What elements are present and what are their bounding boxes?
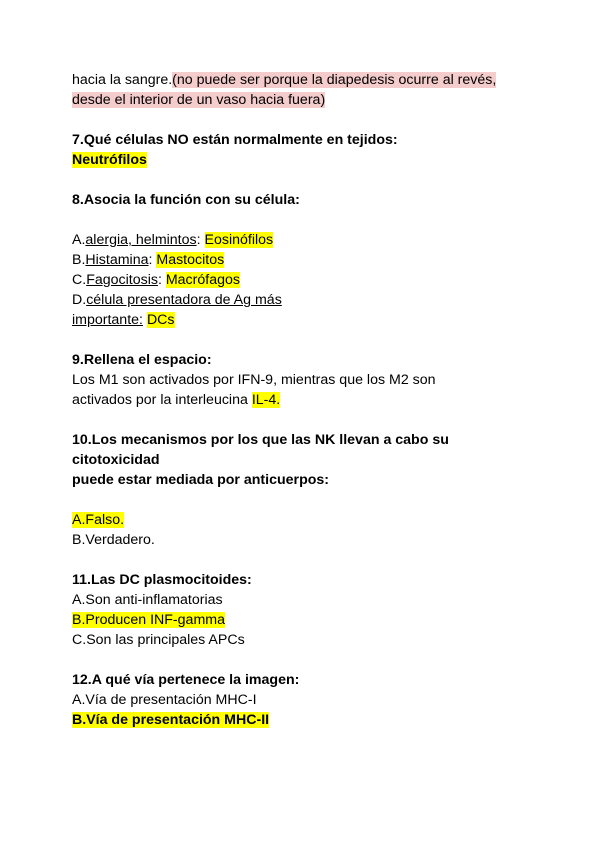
q8-option-d-line-1 bbox=[72, 290, 532, 310]
q12-question: 12.A qué vía pertenece la imagen: bbox=[72, 672, 300, 688]
intro-text: hacia la sangre. bbox=[72, 72, 173, 88]
q8-d-prefix: D. bbox=[72, 292, 87, 308]
q8-option-c bbox=[72, 270, 532, 290]
q11-question: 11.Las DC plasmocitoides: bbox=[72, 572, 252, 588]
q8-option-d-line-2 bbox=[72, 310, 532, 330]
q9-line-2-text: activados por la interleucina bbox=[72, 392, 252, 408]
q8-c-function: Fagocitosis bbox=[86, 272, 158, 288]
q8-c-sep: : bbox=[157, 272, 166, 288]
intro-line-2 bbox=[72, 90, 532, 110]
q8-b-function: Histamina bbox=[85, 252, 149, 268]
q10-option-a-line bbox=[72, 510, 532, 530]
q8-d-function-2: importante: bbox=[72, 312, 143, 328]
q9-line-1: Los M1 son activados por IFN-9, mientras que los M2 son bbox=[72, 372, 436, 388]
q11-option-b-line bbox=[72, 610, 532, 630]
q8-a-cell: Eosinófilos bbox=[204, 232, 274, 248]
q9-question: 9.Rellena el espacio: bbox=[72, 352, 212, 368]
q10-question-2: citotoxicidad bbox=[72, 452, 160, 468]
q7-question: 7.Qué células NO están normalmente en tejidos: bbox=[72, 132, 398, 148]
q7-answer-line bbox=[72, 150, 532, 170]
q8-b-cell: Mastocitos bbox=[156, 252, 225, 268]
intro-note-1: (no puede ser porque la diapedesis ocurre al revés, bbox=[172, 72, 497, 88]
document-page bbox=[72, 70, 532, 730]
q11-option-a: A.Son anti-inflamatorias bbox=[72, 592, 223, 608]
intro-note-2: desde el interior de un vaso hacia fuera) bbox=[72, 92, 326, 108]
q10-option-b: B.Verdadero. bbox=[72, 532, 155, 548]
q8-d-cell: DCs bbox=[146, 312, 175, 328]
q8-b-prefix: B. bbox=[72, 252, 86, 268]
q8-question: 8.Asocia la función con su célula: bbox=[72, 192, 300, 208]
q8-b-sep: : bbox=[148, 252, 157, 268]
q9-line-2 bbox=[72, 390, 532, 410]
q8-c-prefix: C. bbox=[72, 272, 87, 288]
q11-option-c: C.Son las principales APCs bbox=[72, 632, 245, 648]
q12-option-b: B.Vía de presentación MHC-II bbox=[72, 712, 270, 728]
q8-c-cell: Macrófagos bbox=[165, 272, 240, 288]
q8-a-function: alergia, helmintos bbox=[85, 232, 197, 248]
q12-option-b-line bbox=[72, 710, 532, 730]
q11-option-b: B.Producen INF-gamma bbox=[72, 612, 225, 628]
q8-a-sep: : bbox=[196, 232, 205, 248]
q12-option-a: A.Vía de presentación MHC-I bbox=[72, 692, 257, 708]
q8-a-prefix: A. bbox=[72, 232, 86, 248]
q10-question-1: 10.Los mecanismos por los que las NK llevan a cabo su bbox=[72, 432, 449, 448]
q10-question-3: puede estar mediada por anticuerpos: bbox=[72, 472, 330, 488]
q7-answer: Neutrófilos bbox=[72, 152, 147, 168]
q9-answer: IL-4. bbox=[251, 392, 281, 408]
q8-option-b bbox=[72, 250, 532, 270]
intro-line-1 bbox=[72, 70, 532, 90]
q8-d-function-1: célula presentadora de Ag más bbox=[86, 292, 282, 308]
q10-option-a: A.Falso. bbox=[72, 512, 125, 528]
q8-option-a bbox=[72, 230, 532, 250]
